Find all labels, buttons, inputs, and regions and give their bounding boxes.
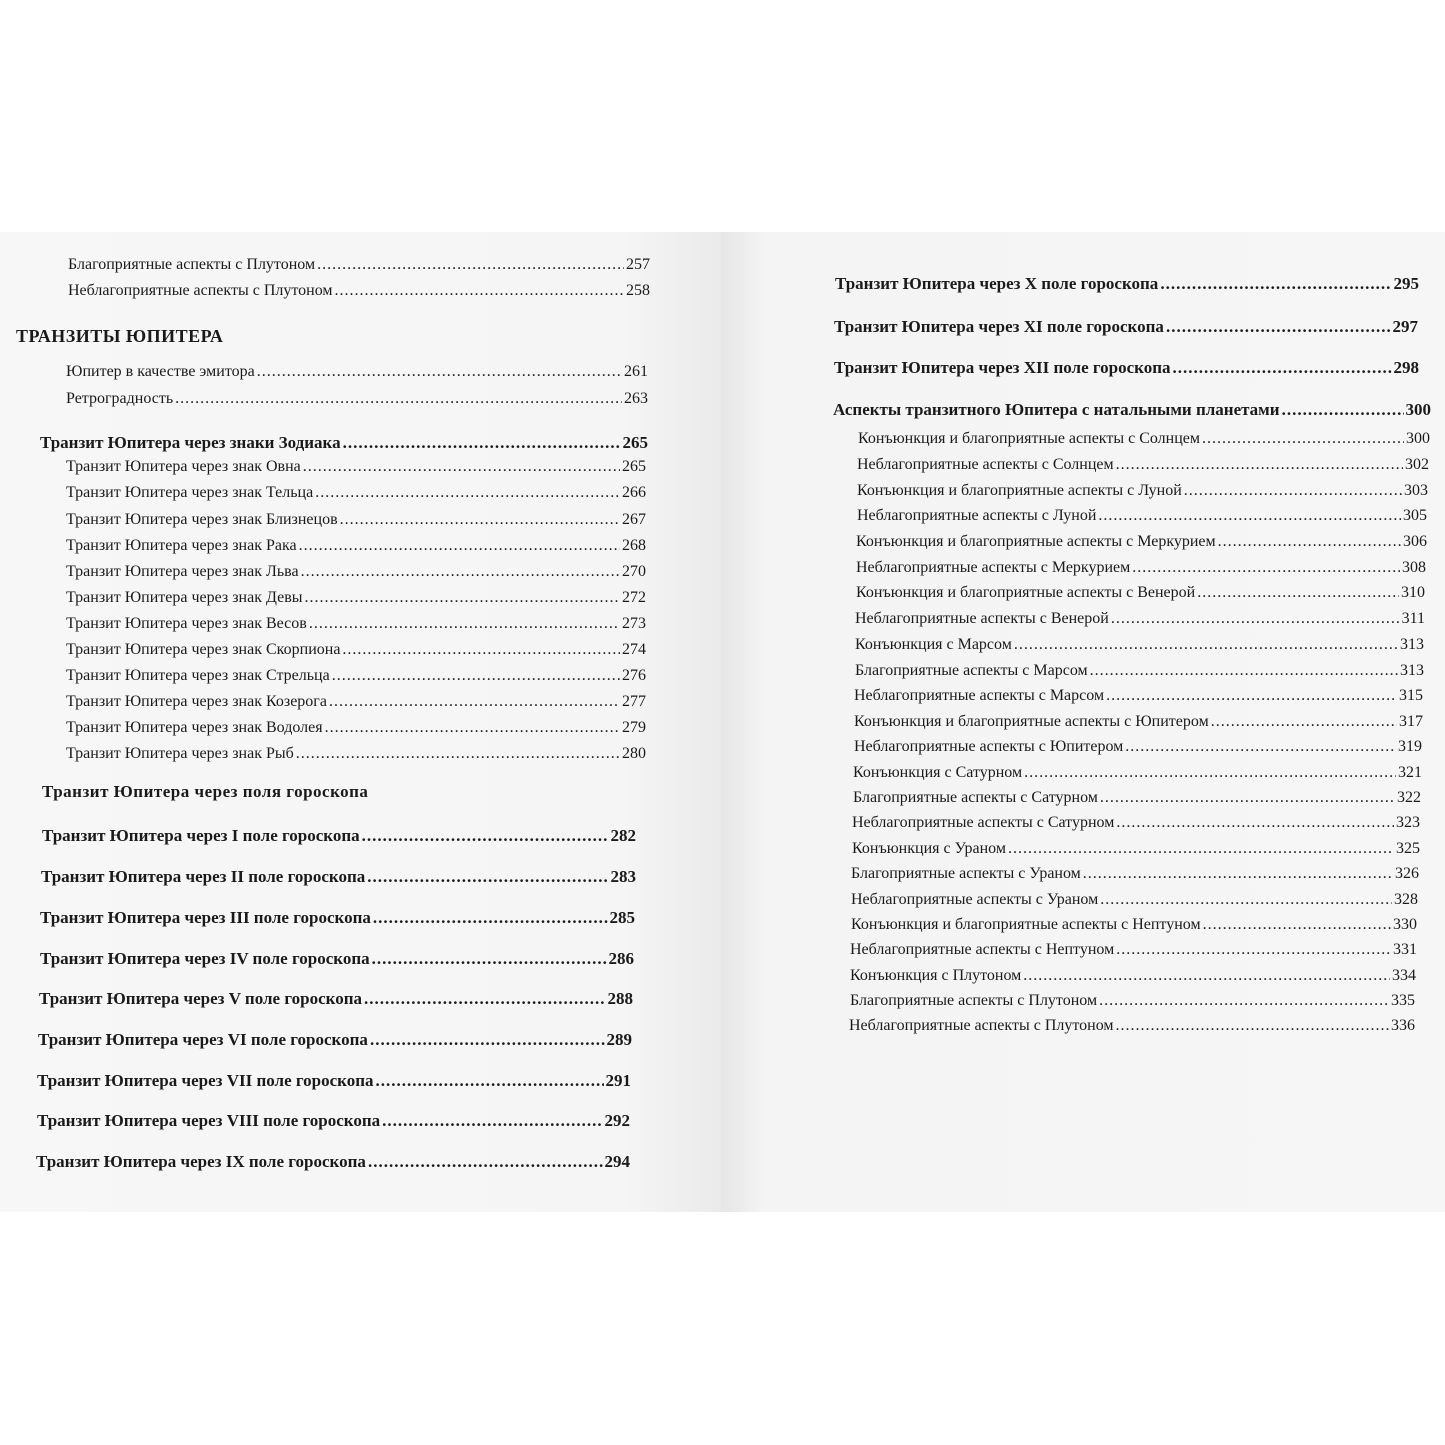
- toc-entry: [858, 430, 1430, 448]
- toc-entry: [854, 738, 1422, 756]
- toc-entry: [855, 662, 1424, 680]
- toc-chapter-entry: [38, 1030, 632, 1050]
- toc-chapter-entry: [36, 1152, 630, 1172]
- section-heading: ТРАНЗИТЫ ЮПИТЕРА: [16, 326, 224, 346]
- toc-entry-page: 328: [1394, 891, 1418, 908]
- leader-dots: [299, 537, 620, 555]
- toc-entry-page: 300: [1406, 430, 1430, 447]
- toc-entry-page: 331: [1393, 941, 1417, 958]
- toc-entry-title: Транзит Юпитера через знак Весов: [66, 615, 307, 632]
- toc-entry: [849, 1017, 1415, 1035]
- toc-entry: [66, 390, 648, 408]
- toc-entry: [66, 458, 646, 476]
- leader-dots: [1132, 559, 1400, 577]
- toc-entry-title: Транзит Юпитера через знак Скорпиона: [66, 641, 341, 658]
- leader-dots: [325, 719, 620, 737]
- toc-entry-title: Конъюнкция и благоприятные аспекты с Нептуном: [851, 916, 1201, 933]
- toc-entry-page: 286: [608, 949, 634, 968]
- toc-entry-page: 297: [1392, 317, 1418, 336]
- toc-entry-page: 300: [1405, 400, 1431, 419]
- toc-entry-page: 306: [1403, 533, 1427, 550]
- toc-entry-title: Конъюнкция с Ураном: [852, 840, 1006, 857]
- toc-entry-page: 335: [1391, 992, 1415, 1009]
- toc-entry-title: Транзит Юпитера через VIII поле гороскопа: [37, 1111, 381, 1130]
- toc-entry-page: 326: [1395, 865, 1419, 882]
- toc-entry-title: Благоприятные аспекты с Плутоном: [68, 256, 316, 273]
- toc-entry: [850, 992, 1415, 1010]
- toc-entry-title: Конъюнкция и благоприятные аспекты с Юпитером: [854, 713, 1209, 730]
- leader-dots: [1282, 400, 1404, 420]
- toc-entry-page: 303: [1404, 482, 1428, 499]
- toc-entry: [68, 282, 650, 300]
- leader-dots: [373, 908, 608, 928]
- toc-entry-page: 283: [610, 867, 636, 886]
- leader-dots: [1023, 967, 1390, 985]
- toc-entry-page: 261: [624, 363, 648, 380]
- leader-dots: [342, 641, 620, 659]
- toc-entry: [66, 693, 646, 711]
- toc-entry-page: 270: [622, 563, 646, 580]
- toc-entry-page: 279: [622, 719, 646, 736]
- toc-entry-page: 311: [1401, 610, 1425, 627]
- houses-heading: Транзит Юпитера через поля гороскопа: [42, 782, 369, 801]
- toc-entry-page: 265: [622, 458, 646, 475]
- toc-entry-title: Транзит Юпитера через знак Рака: [66, 537, 297, 554]
- toc-entry-page: 295: [1393, 274, 1419, 293]
- toc-entry-page: 268: [622, 537, 646, 554]
- toc-entry-page: 277: [622, 693, 646, 710]
- toc-entry: [66, 537, 646, 555]
- toc-entry: [857, 482, 1428, 500]
- leader-dots: [1100, 789, 1395, 807]
- toc-entry-title: Юпитер в качестве эмитора: [66, 363, 255, 380]
- toc-chapter-entry: [39, 989, 633, 1009]
- leader-dots: [362, 826, 609, 846]
- toc-entry: [66, 511, 646, 529]
- leader-dots: [1197, 584, 1399, 602]
- toc-entry-page: 294: [604, 1152, 630, 1171]
- toc-entry: [853, 764, 1422, 782]
- leader-dots: [1106, 687, 1397, 705]
- leader-dots: [296, 745, 620, 763]
- toc-entry-title: Конъюнкция и благоприятные аспекты с Солнцем: [858, 430, 1200, 447]
- toc-chapter-entry: [42, 826, 636, 846]
- toc-entry-title: Неблагоприятные аспекты с Ураном: [851, 891, 1099, 908]
- toc-entry: [66, 745, 646, 763]
- leader-dots: [257, 363, 622, 381]
- toc-entry: [856, 533, 1427, 551]
- toc-entry: [857, 456, 1429, 474]
- toc-entry: [853, 789, 1421, 807]
- leader-dots: [340, 511, 620, 529]
- toc-entry-page: 285: [609, 908, 635, 927]
- leader-dots: [368, 1152, 603, 1172]
- leader-dots: [1024, 764, 1396, 782]
- toc-entry-title: Транзит Юпитера через VI поле гороскопа: [38, 1030, 368, 1049]
- toc-entry: [855, 636, 1424, 654]
- leader-dots: [1218, 533, 1401, 551]
- toc-entry: [66, 641, 646, 659]
- leader-dots: [1211, 713, 1397, 731]
- leader-dots: [370, 1030, 605, 1050]
- leader-dots: [1090, 662, 1398, 680]
- toc-entry: [852, 840, 1420, 858]
- leader-dots: [1202, 430, 1404, 448]
- leader-dots: [315, 484, 620, 502]
- toc-entry-title: Конъюнкция и благоприятные аспекты с Луной: [857, 482, 1182, 499]
- toc-entry-page: 310: [1401, 584, 1425, 601]
- toc-entry-page: 319: [1398, 738, 1422, 755]
- toc-entry: [852, 814, 1420, 832]
- toc-entry-title: Транзит Юпитера через IV поле гороскопа: [40, 949, 370, 968]
- toc-entry-title: Неблагоприятные аспекты с Нептуном: [850, 941, 1115, 958]
- leader-dots: [376, 1071, 604, 1091]
- toc-entry-title: Транзит Юпитера через XI поле гороскопа: [834, 317, 1164, 336]
- leader-dots: [343, 433, 621, 453]
- leader-dots: [1116, 456, 1403, 474]
- toc-entry: [850, 967, 1416, 985]
- leader-dots: [382, 1111, 602, 1131]
- toc-entry-page: 322: [1397, 789, 1421, 806]
- toc-entry: [854, 713, 1423, 731]
- toc-entry-title: Неблагоприятные аспекты с Плутоном: [68, 282, 333, 299]
- toc-entry-page: 263: [624, 390, 648, 407]
- toc-entry-page: 289: [606, 1030, 632, 1049]
- leader-dots: [332, 667, 620, 685]
- toc-chapter-entry: [40, 433, 648, 453]
- toc-entry-page: 313: [1400, 636, 1424, 653]
- leader-dots: [305, 589, 620, 607]
- toc-entry-title: Транзит Юпитера через VII поле гороскопа: [37, 1071, 374, 1090]
- toc-entry-title: Транзит Юпитера через знак Стрельца: [66, 667, 330, 684]
- toc-entry-page: 323: [1396, 814, 1420, 831]
- toc-entry-title: Транзит Юпитера через знак Близнецов: [66, 511, 338, 528]
- toc-entry-page: 258: [626, 282, 650, 299]
- toc-entry: [66, 589, 646, 607]
- leader-dots: [1098, 507, 1401, 525]
- leader-dots: [1203, 916, 1391, 934]
- toc-entry-page: 272: [622, 589, 646, 606]
- toc-entry: [851, 916, 1417, 934]
- toc-entry: [850, 941, 1417, 959]
- leader-dots: [1008, 840, 1394, 858]
- toc-entry-page: 291: [605, 1071, 631, 1090]
- toc-entry: [66, 363, 648, 381]
- toc-entry-page: 302: [1405, 456, 1429, 473]
- toc-chapter-entry: [37, 1071, 631, 1091]
- leader-dots: [1184, 482, 1402, 500]
- leader-dots: [1100, 891, 1392, 909]
- leader-dots: [309, 615, 620, 633]
- toc-entry-title: Транзит Юпитера через III поле гороскопа: [40, 908, 371, 927]
- toc-entry-page: 273: [622, 615, 646, 632]
- toc-entry-page: 276: [622, 667, 646, 684]
- toc-entry-page: 288: [607, 989, 633, 1008]
- leader-dots: [372, 949, 607, 969]
- toc-entry: [856, 584, 1425, 602]
- toc-entry-title: Благоприятные аспекты с Сатурном: [853, 789, 1098, 806]
- leader-dots: [335, 282, 624, 300]
- toc-entry-title: Транзит Юпитера через X поле гороскопа: [835, 274, 1159, 293]
- leader-dots: [317, 256, 624, 274]
- leader-dots: [303, 458, 620, 476]
- toc-entry: [66, 667, 646, 685]
- toc-entry-page: 315: [1399, 687, 1423, 704]
- toc-entry-title: Неблагоприятные аспекты с Венерой: [855, 610, 1109, 627]
- toc-entry-title: Неблагоприятные аспекты с Луной: [857, 507, 1097, 524]
- toc-entry-title: Транзит Юпитера через знак Водолея: [66, 719, 323, 736]
- toc-entry-title: Транзит Юпитера через V поле гороскопа: [39, 989, 362, 1008]
- leader-dots: [1083, 865, 1393, 883]
- toc-entry-title: Транзит Юпитера через знак Девы: [66, 589, 303, 606]
- leader-dots: [1166, 317, 1391, 337]
- toc-entry-page: 313: [1400, 662, 1424, 679]
- leader-dots: [1099, 992, 1389, 1010]
- toc-chapter-entry: [41, 867, 636, 887]
- toc-entry-page: 334: [1392, 967, 1416, 984]
- toc-entry: [855, 610, 1425, 628]
- toc-entry-page: 305: [1403, 507, 1427, 524]
- toc-entry-page: 298: [1393, 358, 1419, 377]
- toc-entry-page: 266: [622, 484, 646, 501]
- leader-dots: [329, 693, 620, 711]
- right-page: [721, 232, 1445, 1212]
- leader-dots: [367, 867, 608, 887]
- toc-entry-page: 282: [610, 826, 636, 845]
- toc-entry: [856, 559, 1426, 577]
- toc-entry-page: 325: [1396, 840, 1420, 857]
- toc-entry-page: 267: [622, 511, 646, 528]
- leader-dots: [1014, 636, 1398, 654]
- toc-entry-title: Транзит Юпитера через IX поле гороскопа: [36, 1152, 366, 1171]
- toc-entry-title: Благоприятные аспекты с Ураном: [851, 865, 1081, 882]
- leader-dots: [1125, 738, 1396, 756]
- leader-dots: [1173, 358, 1392, 378]
- toc-entry-page: 292: [604, 1111, 630, 1130]
- toc-entry-title: Транзит Юпитера через знак Тельца: [66, 484, 314, 501]
- toc-entry-page: 280: [622, 745, 646, 762]
- leader-dots: [301, 563, 620, 581]
- leader-dots: [364, 989, 606, 1009]
- toc-entry-title: Транзит Юпитера через знак Рыб: [66, 745, 294, 762]
- toc-entry-title: Транзит Юпитера через знак Козерога: [66, 693, 327, 710]
- toc-entry-title: Конъюнкция с Сатурном: [853, 764, 1023, 781]
- toc-entry: [68, 256, 650, 274]
- toc-entry-page: 317: [1399, 713, 1423, 730]
- toc-entry-title: Благоприятные аспекты с Плутоном: [850, 992, 1098, 1009]
- toc-entry-title: Транзит Юпитера через знак Льва: [66, 563, 299, 580]
- toc-entry-title: Конъюнкция с Плутоном: [850, 967, 1022, 984]
- toc-entry-title: Неблагоприятные аспекты с Сатурном: [852, 814, 1115, 831]
- toc-entry-page: 336: [1391, 1017, 1415, 1034]
- leader-dots: [1160, 274, 1391, 294]
- toc-entry-title: Неблагоприятные аспекты с Марсом: [854, 687, 1105, 704]
- leader-dots: [1111, 610, 1400, 628]
- toc-entry: [857, 507, 1427, 525]
- toc-entry-page: 257: [626, 256, 650, 273]
- toc-entry: [851, 865, 1419, 883]
- book-spread: [0, 232, 1445, 1212]
- toc-entry-title: Транзит Юпитера через II поле гороскопа: [41, 867, 366, 886]
- leader-dots: [1116, 941, 1391, 959]
- toc-entry-title: Транзит Юпитера через знак Овна: [66, 458, 301, 475]
- toc-chapter-entry: [40, 908, 635, 928]
- toc-chapter-entry: [835, 274, 1419, 294]
- toc-entry: [66, 484, 646, 502]
- toc-entry-title: Неблагоприятные аспекты с Солнцем: [857, 456, 1114, 473]
- toc-entry-title: Транзит Юпитера через знаки Зодиака: [40, 433, 341, 452]
- toc-entry-title: Транзит Юпитера через I поле гороскопа: [42, 826, 360, 845]
- toc-entry-title: Конъюнкция и благоприятные аспекты с Меркурием: [856, 533, 1216, 550]
- toc-entry-title: Неблагоприятные аспекты с Меркурием: [856, 559, 1131, 576]
- toc-entry-page: 265: [622, 433, 648, 452]
- leader-dots: [1116, 1017, 1389, 1035]
- toc-chapter-entry: [40, 949, 634, 969]
- toc-chapter-entry: [834, 317, 1418, 337]
- toc-entry-page: 308: [1402, 559, 1426, 576]
- toc-entry: [66, 563, 646, 581]
- toc-entry-title: Конъюнкция с Марсом: [855, 636, 1012, 653]
- toc-entry-title: Благоприятные аспекты с Марсом: [855, 662, 1088, 679]
- toc-entry-title: Неблагоприятные аспекты с Плутоном: [849, 1017, 1114, 1034]
- toc-entry-page: 321: [1398, 764, 1422, 781]
- leader-dots: [175, 390, 622, 408]
- toc-chapter-entry: [37, 1111, 630, 1131]
- toc-entry-title: Неблагоприятные аспекты с Юпитером: [854, 738, 1124, 755]
- toc-entry-title: Транзит Юпитера через XII поле гороскопа: [834, 358, 1171, 377]
- toc-entry: [66, 615, 646, 633]
- toc-entry: [66, 719, 646, 737]
- toc-entry-page: 274: [622, 641, 646, 658]
- left-page: [0, 232, 733, 1212]
- toc-entry-title: Ретроградность: [66, 390, 174, 407]
- toc-entry: [851, 891, 1418, 909]
- toc-entry-title: Конъюнкция и благоприятные аспекты с Венерой: [856, 584, 1196, 601]
- toc-chapter-entry: [833, 400, 1431, 420]
- toc-entry-page: 330: [1393, 916, 1417, 933]
- toc-entry: [854, 687, 1423, 705]
- toc-entry-title: Аспекты транзитного Юпитера с натальными планетами: [833, 400, 1280, 419]
- toc-chapter-entry: [834, 358, 1419, 378]
- leader-dots: [1116, 814, 1394, 832]
